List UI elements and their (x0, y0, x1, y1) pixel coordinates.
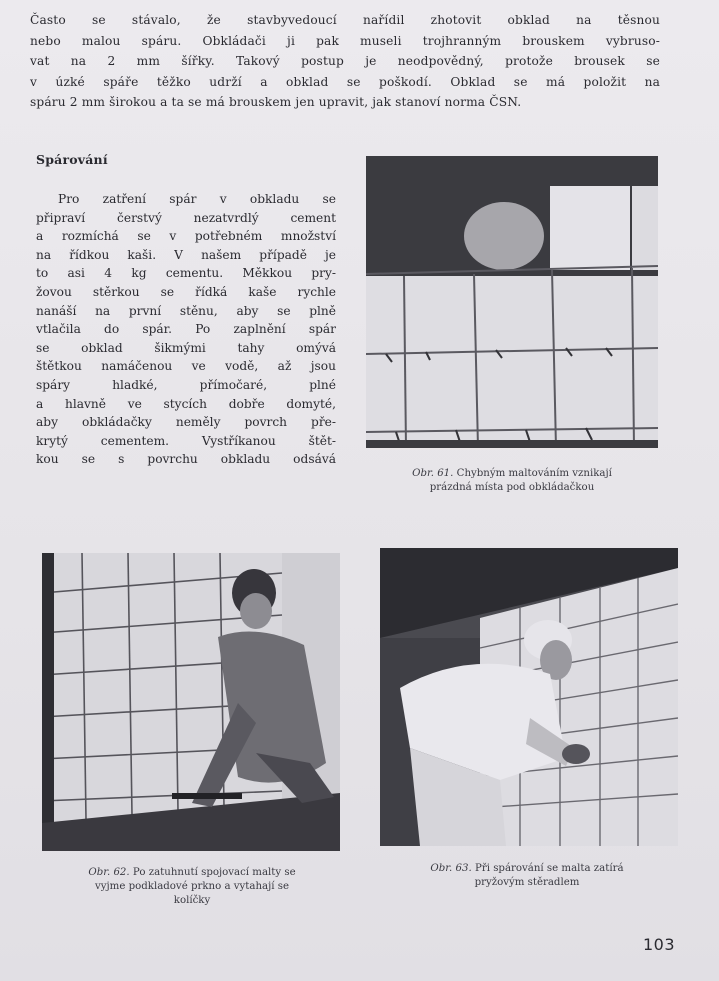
body-line: to asi 4 kg cementu. Měkkou pry- (36, 266, 336, 281)
body-line: nanáší na první stěnu, aby se plně (36, 303, 336, 318)
body-line: štětkou namáčenou ve vodě, až jsou (36, 359, 336, 374)
body-line: připraví čerstvý nezatvrdlý cement (36, 210, 336, 225)
figure-63-caption (372, 862, 682, 890)
intro-line: vat na 2 mm šířky. Takový postup je neodpovědný, protože brousek se (30, 54, 660, 68)
figure-label: Obr. 61. (412, 468, 454, 479)
caption-text: pryžovým stěradlem (474, 877, 580, 888)
figure-62-photo (42, 553, 340, 851)
figure-61-photo (366, 156, 658, 448)
intro-line: nebo malou spáru. Obkládači ji pak museli trojhranným brouskem vybruso- (30, 33, 660, 48)
body-column (36, 190, 336, 469)
body-line: a hlavně ve stycích dobře domyté, (36, 396, 336, 411)
figure-61-caption (360, 467, 664, 495)
body-line: krytý cementem. Vystříkanou štět- (36, 433, 336, 448)
figure-label: Obr. 62. (88, 867, 130, 878)
body-line: spáry hladké, přímočaré, plné (36, 377, 336, 392)
body-line: žovou stěrkou se řídká kaše rychle (36, 284, 336, 299)
body-line: se obklad šikmými tahy omývá (36, 340, 336, 355)
figure-63-photo (380, 548, 678, 846)
caption-text: prázdná místa pod obkládačkou (429, 482, 595, 493)
caption-text: Při spárování se malta zatírá (474, 863, 624, 874)
page-number: 103 (643, 935, 676, 954)
intro-paragraph (30, 10, 660, 113)
body-line: na řídkou kaši. V našem případě je (36, 247, 336, 262)
caption-text: Chybným maltováním vznikají (456, 468, 612, 479)
intro-line: spáru 2 mm širokou a ta se má brouskem jen upravit, jak stanoví norma ČSN. (30, 95, 522, 109)
caption-text: Po zatuhnutí spojovací malty se (132, 867, 296, 878)
intro-line: Často se stávalo, že stavbyvedoucí nařídil zhotovit obklad na těsnou (30, 13, 660, 27)
body-line: Pro zatření spár v obkladu se (58, 192, 336, 206)
intro-line: v úzké spáře těžko udrží a obklad se poškodí. Obklad se má položit na (30, 74, 660, 89)
section-heading: Spárování (36, 152, 108, 167)
caption-text: vyjme podkladové prkno a vytahají se (95, 881, 289, 892)
body-line: kou se s povrchu obkladu odsává (36, 452, 336, 467)
caption-text: kolíčky (173, 895, 211, 906)
figure-label: Obr. 63. (430, 863, 472, 874)
body-line: vtlačila do spár. Po zaplnění spár (36, 322, 336, 337)
body-line: a rozmíchá se v potřebném množství (36, 229, 336, 244)
body-line: aby obkládačky neměly povrch pře- (36, 415, 336, 430)
figure-62-caption (40, 866, 344, 908)
